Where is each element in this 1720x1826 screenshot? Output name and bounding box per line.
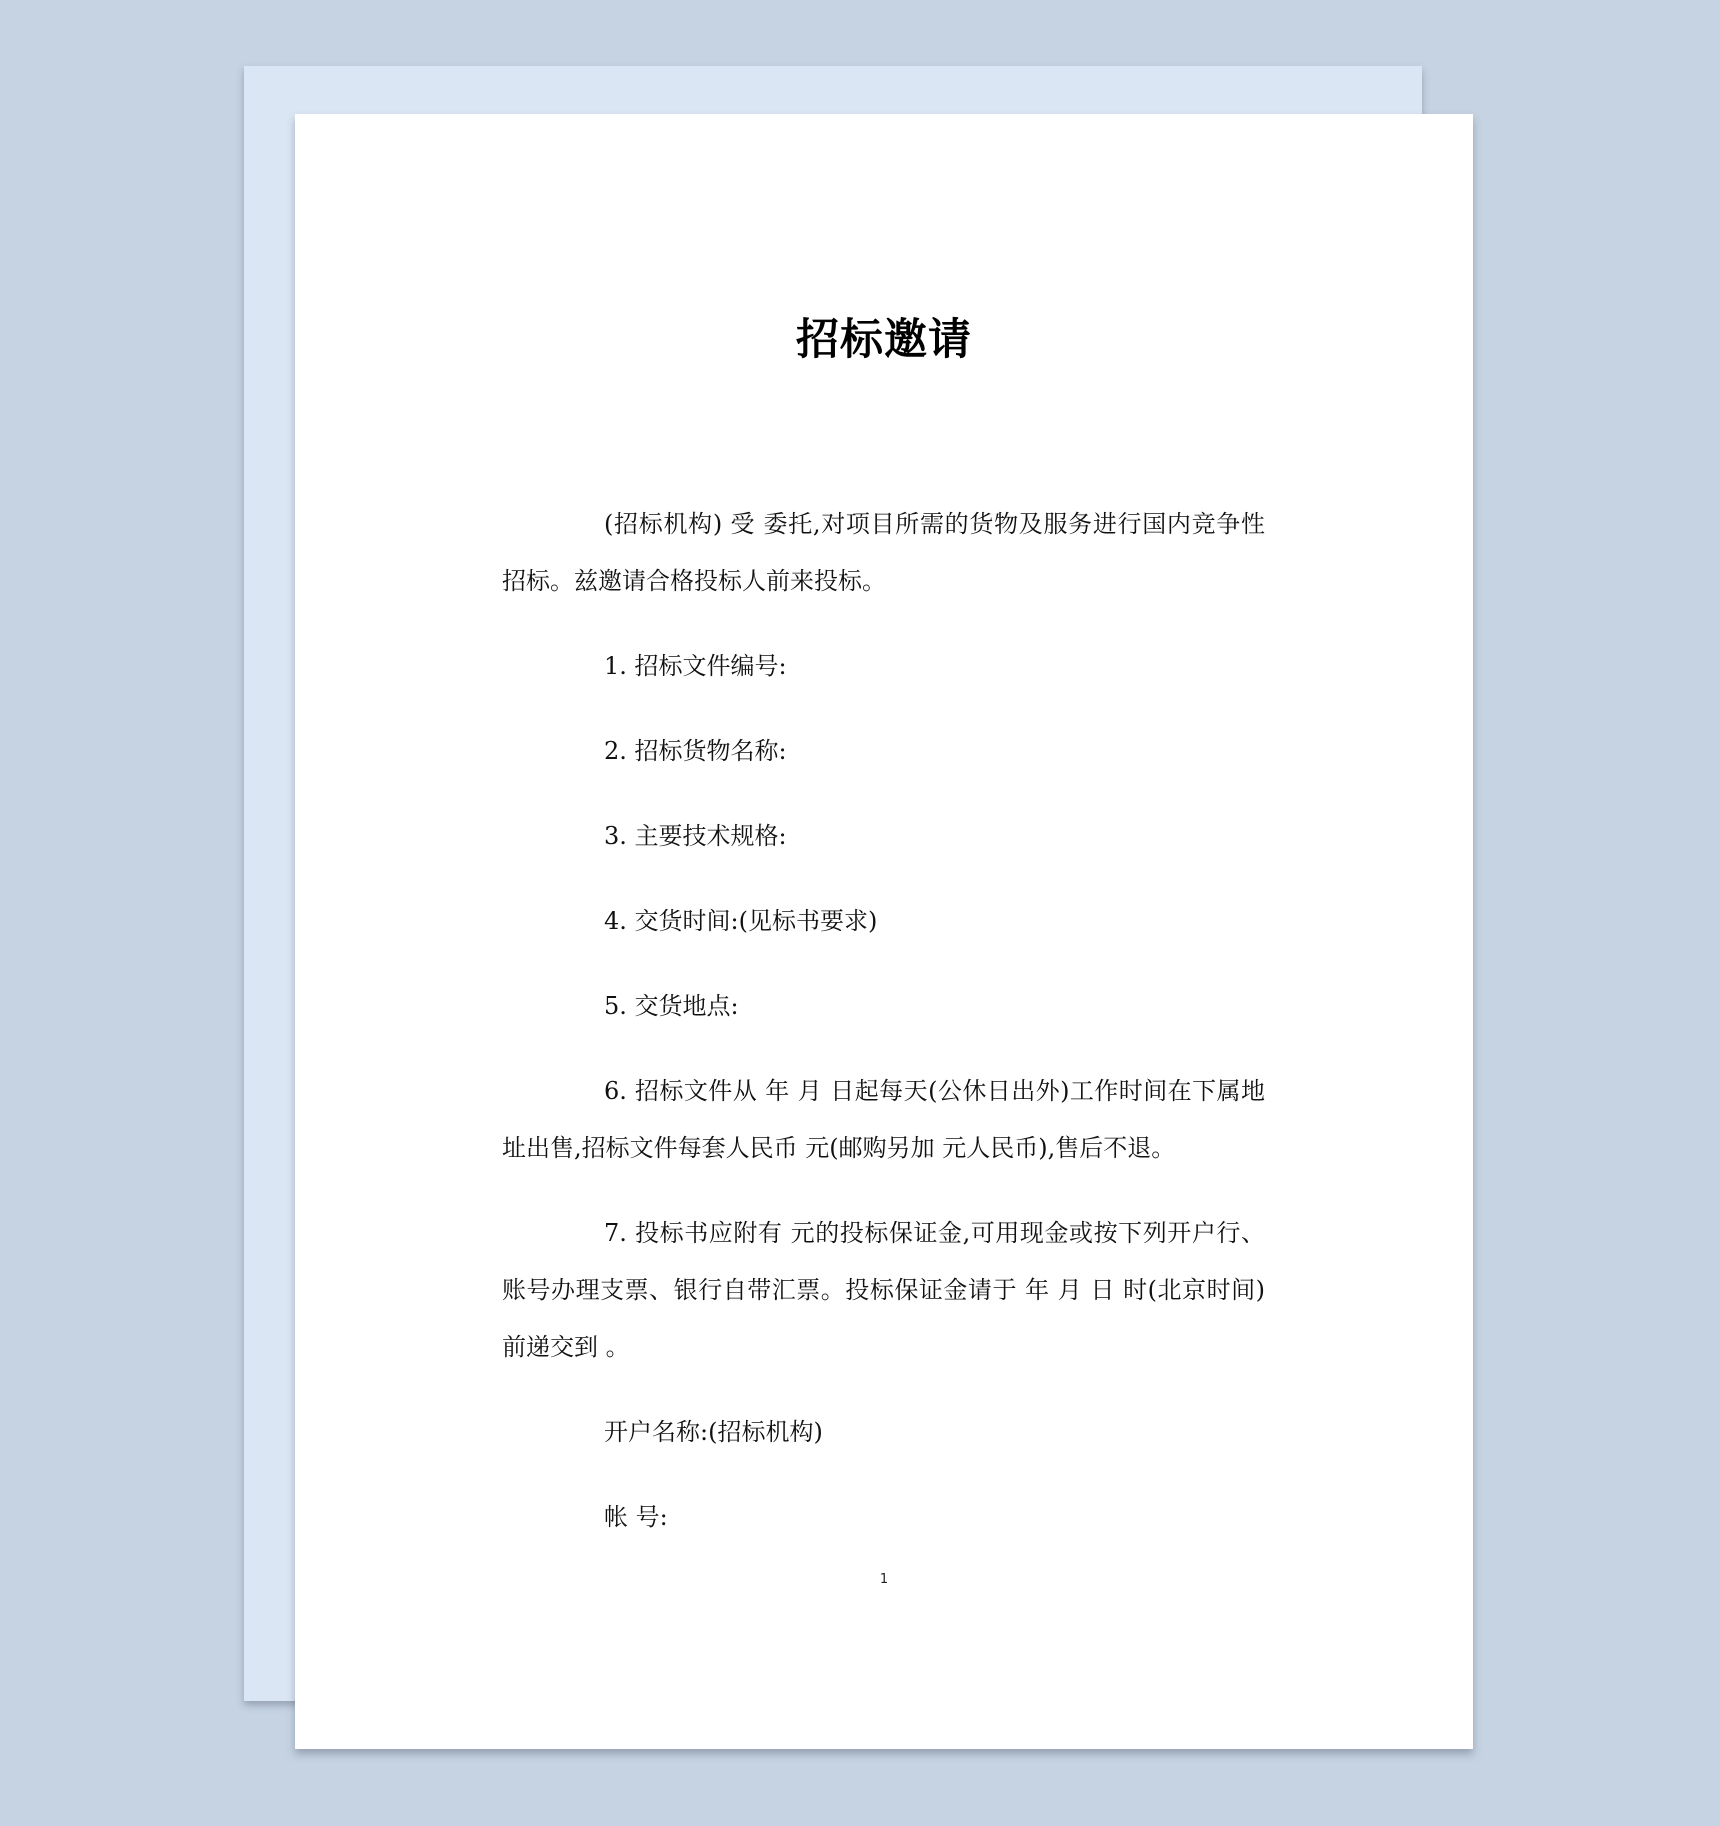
paragraph-account-name: 开户名称:(招标机构) xyxy=(604,1418,823,1446)
page-number: 1 xyxy=(879,1572,889,1587)
paragraph-item-4: 4. 交货时间:(见标书要求) xyxy=(604,907,878,935)
paragraph-account-number: 帐 号: xyxy=(604,1503,668,1531)
document-body xyxy=(502,496,1265,1546)
document-title: 招标邀请 xyxy=(796,315,972,365)
paragraph-item-6: 6. 招标文件从 年 月 日起每天(公休日出外)工作时间在下属地址出售,招标文件每套人民币 元(邮购另加 元人民币),售后不退。 xyxy=(502,1077,1265,1162)
paragraph-item-2: 2. 招标货物名称: xyxy=(604,737,787,765)
paragraph-intro: (招标机构) 受 委托,对项目所需的货物及服务进行国内竞争性招标。兹邀请合格投标人前来投标。 xyxy=(502,510,1265,595)
document-page xyxy=(295,114,1473,1749)
paragraph-item-3: 3. 主要技术规格: xyxy=(604,822,787,850)
paragraph-item-7: 7. 投标书应附有 元的投标保证金,可用现金或按下列开户行、账号办理支票、银行自带汇票。投标保证金请于 年 月 日 时(北京时间)前递交到 。 xyxy=(502,1219,1265,1361)
paragraph-item-5: 5. 交货地点: xyxy=(604,992,739,1020)
paragraph-item-1: 1. 招标文件编号: xyxy=(604,652,787,680)
